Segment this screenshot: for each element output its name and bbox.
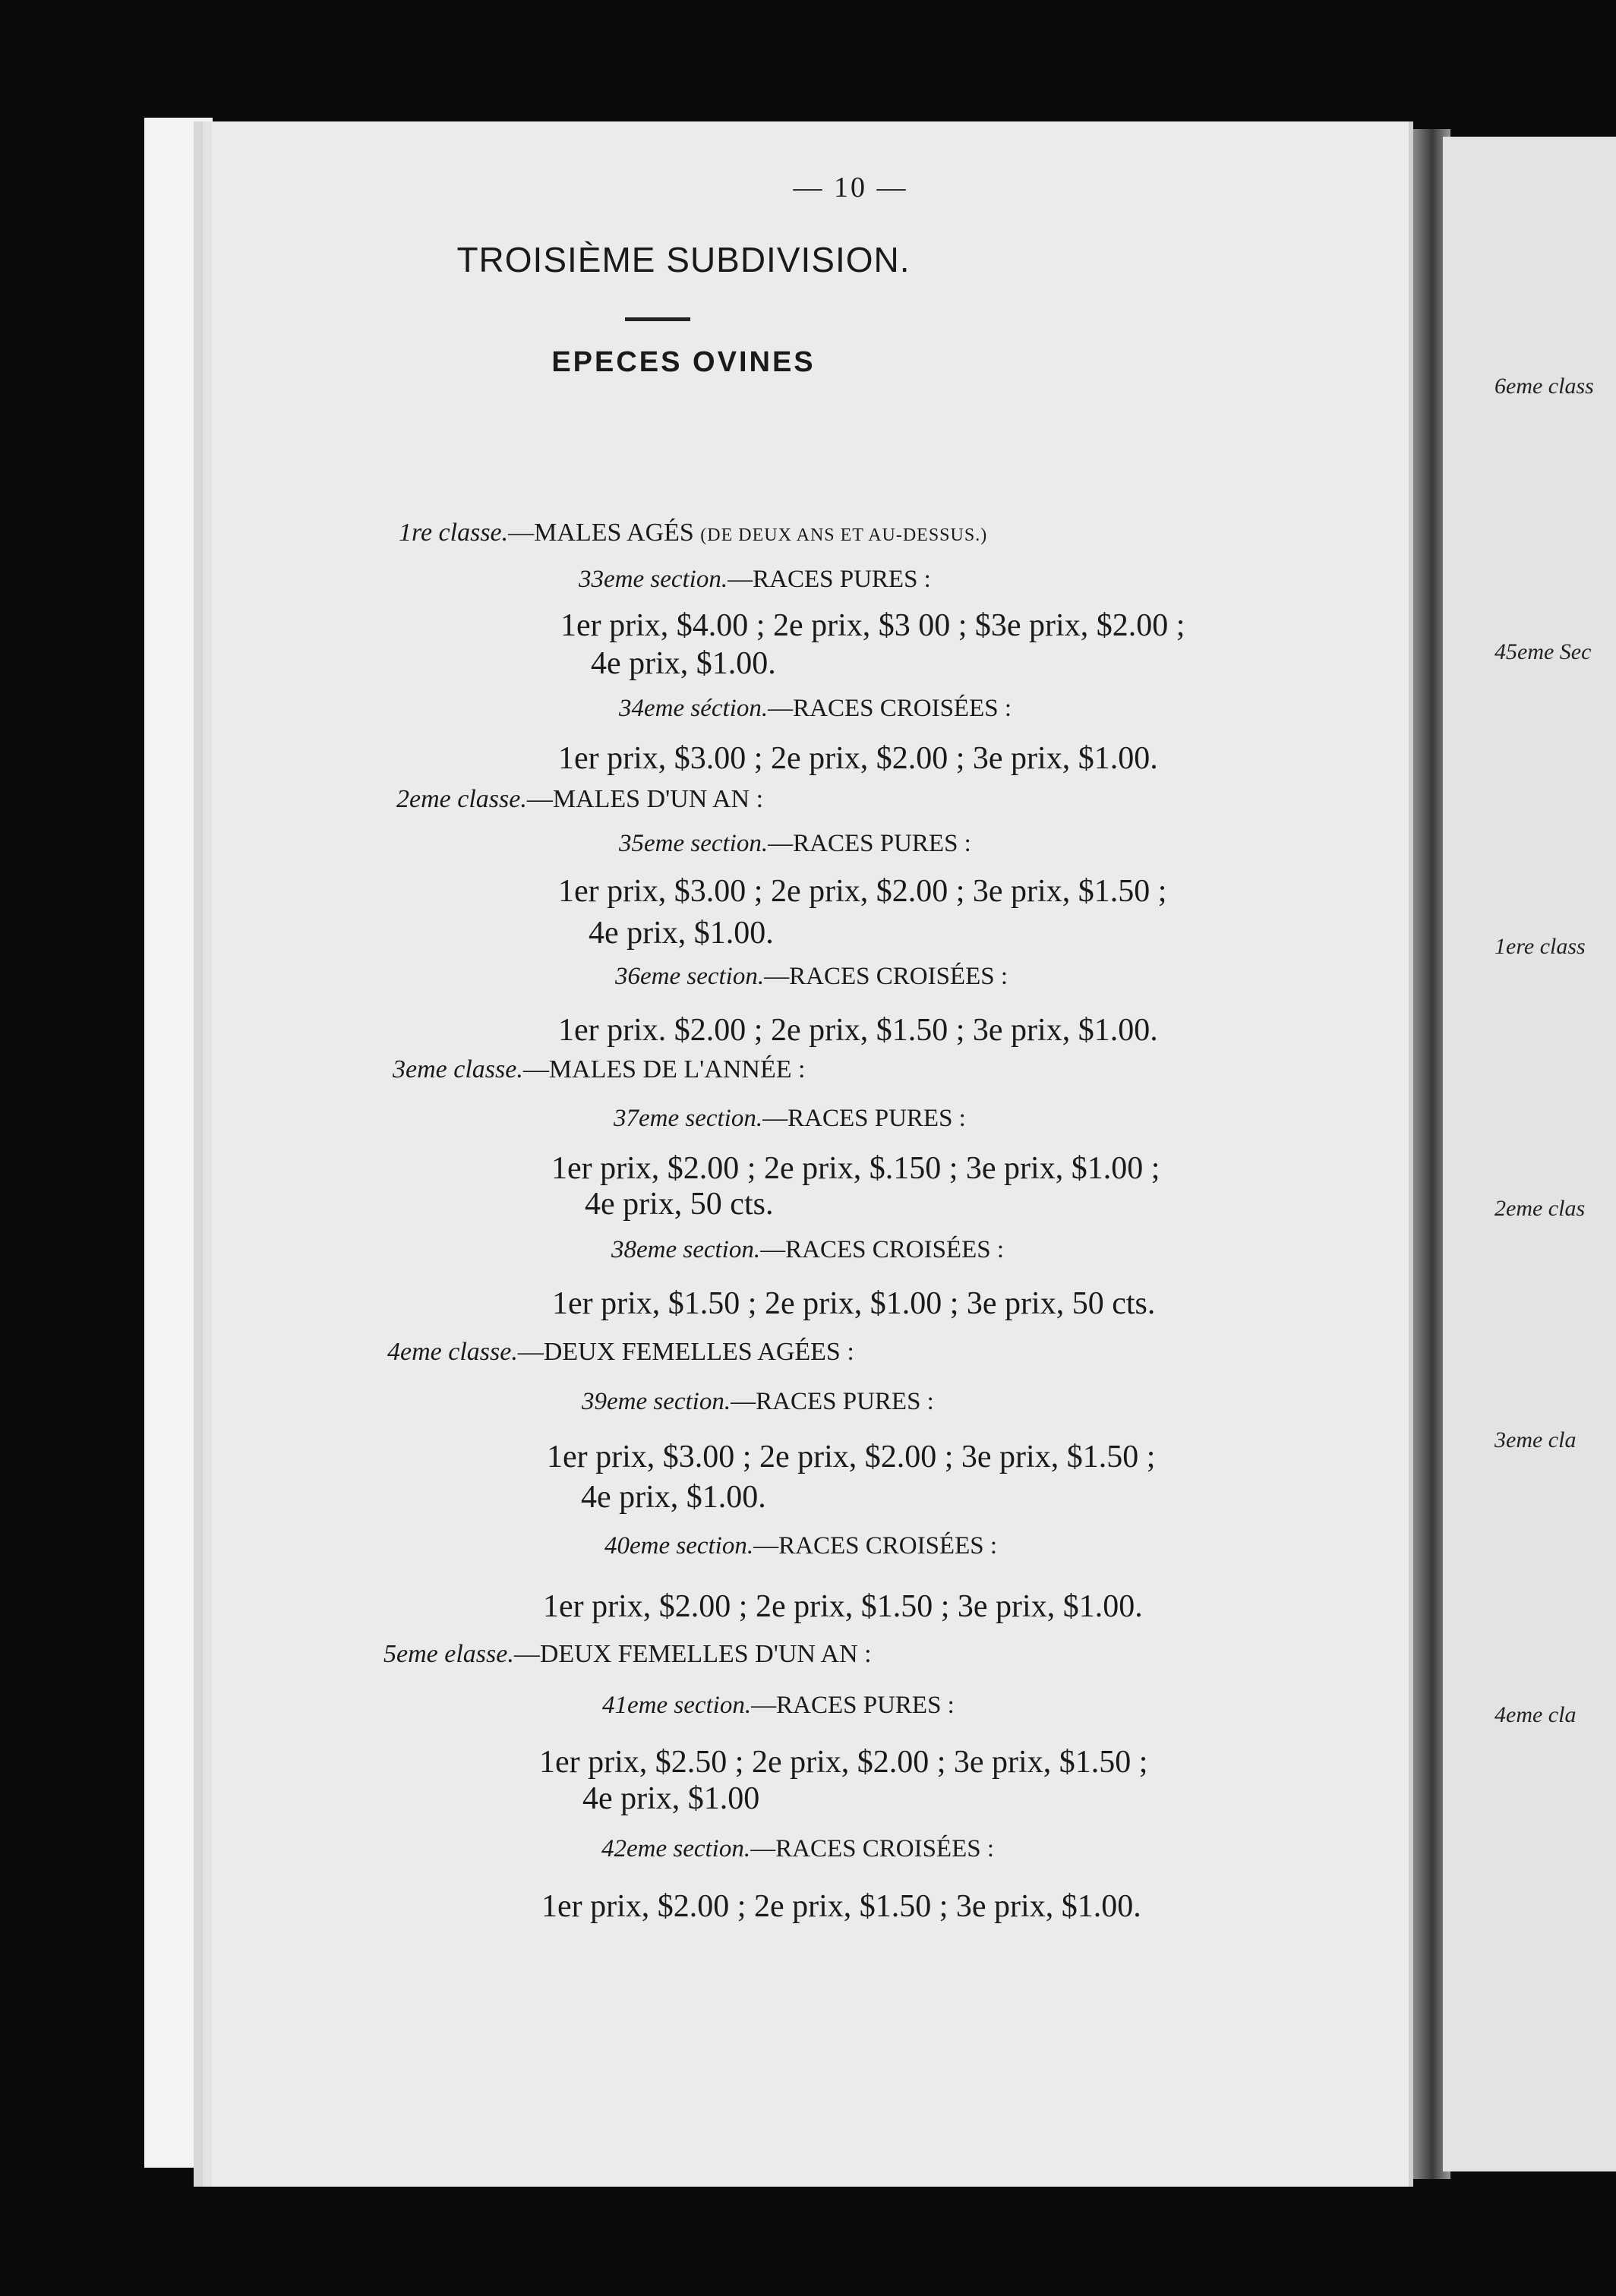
section-line xyxy=(604,1532,997,1560)
prize-line: 1er prix. $2.00 ; 2e prix, $1.50 ; 3e prix, $1.00. xyxy=(558,1013,1158,1048)
section-text: —RACES CROISÉES : xyxy=(768,695,1012,722)
prize-line: 4e prix, 50 cts. xyxy=(585,1187,774,1222)
classe-text: —DEUX FEMELLES D'UN AN : xyxy=(513,1640,872,1668)
section-label: 38eme section. xyxy=(611,1236,761,1263)
prize-line: 1er prix, $3.00 ; 2e prix, $2.00 ; 3e prix, $1.50 ; xyxy=(547,1440,1156,1474)
section-heading: EPECES OVINES xyxy=(551,346,816,378)
section-text: —RACES PURES : xyxy=(731,1388,934,1415)
prize-line: 1er prix, $2.00 ; 2e prix, $1.50 ; 3e prix, $1.00. xyxy=(541,1889,1141,1924)
section-label: 37eme section. xyxy=(614,1105,763,1132)
prize-line: 1er prix, $2.50 ; 2e prix, $2.00 ; 3e prix, $1.50 ; xyxy=(539,1745,1148,1780)
section-text: —RACES PURES : xyxy=(762,1105,966,1132)
classe-label: 5eme elasse. xyxy=(383,1640,514,1668)
section-text: —RACES CROISÉES : xyxy=(764,963,1008,990)
prize-line: 1er prix, $1.50 ; 2e prix, $1.00 ; 3e prix, 50 cts. xyxy=(552,1286,1156,1321)
prize-line: 1er prix, $2.00 ; 2e prix, $.150 ; 3e prix, $1.00 ; xyxy=(551,1151,1160,1186)
classe-label: 1re classe. xyxy=(399,519,509,547)
facing-page-line: 2eme clas xyxy=(1494,1196,1586,1221)
classe-line xyxy=(393,1055,805,1084)
section-text: —RACES PURES : xyxy=(768,830,971,857)
classe-text: —DEUX FEMELLES AGÉES : xyxy=(517,1338,854,1366)
classe-line xyxy=(387,1338,854,1367)
classe-note: (DE DEUX ANS ET AU-DESSUS.) xyxy=(700,525,988,545)
classe-text: —MALES DE L'ANNÉE : xyxy=(522,1055,806,1083)
classe-line xyxy=(396,785,763,814)
facing-page-line: 4eme cla xyxy=(1494,1702,1577,1727)
section-label: 41eme section. xyxy=(602,1692,752,1719)
section-label: 40eme section. xyxy=(604,1532,754,1560)
facing-page-line: 6eme class xyxy=(1494,374,1594,399)
classe-text: —MALES D'UN AN : xyxy=(526,785,764,813)
section-label: 34eme séction. xyxy=(619,695,769,722)
page-number: — 10 — xyxy=(793,172,908,203)
section-line xyxy=(582,1388,934,1416)
facing-page-line: 1ere class xyxy=(1494,934,1586,959)
section-label: 33eme section. xyxy=(579,566,728,593)
prize-line: 1er prix, $4.00 ; 2e prix, $3 00 ; $3e prix, $2.00 ; xyxy=(560,608,1185,643)
title-divider xyxy=(625,317,690,321)
classe-label: 4eme classe. xyxy=(387,1338,518,1366)
section-line xyxy=(615,963,1008,991)
section-label: 42eme section. xyxy=(601,1835,751,1862)
prize-line: 1er prix, $3.00 ; 2e prix, $2.00 ; 3e prix, $1.50 ; xyxy=(558,874,1167,909)
section-line xyxy=(619,695,1012,723)
page-title: TROISIÈME SUBDIVISION. xyxy=(456,240,911,279)
classe-label: 2eme classe. xyxy=(396,785,527,813)
prize-line: 4e prix, $1.00 xyxy=(582,1781,760,1816)
section-text: —RACES CROISÉES : xyxy=(760,1236,1005,1263)
section-line xyxy=(602,1692,955,1720)
section-label: 39eme section. xyxy=(582,1388,731,1415)
classe-line xyxy=(399,519,987,547)
section-line xyxy=(579,566,931,594)
section-line xyxy=(619,830,971,858)
section-line xyxy=(611,1236,1004,1264)
prize-line: 1er prix, $3.00 ; 2e prix, $2.00 ; 3e prix, $1.00. xyxy=(558,741,1158,776)
section-text: —RACES PURES : xyxy=(751,1692,955,1719)
section-text: —RACES CROISÉES : xyxy=(750,1835,995,1862)
section-label: 35eme section. xyxy=(619,830,769,857)
classe-text: —MALES AGÉS xyxy=(508,519,701,547)
prize-line: 4e prix, $1.00. xyxy=(591,646,776,681)
section-text: —RACES PURES : xyxy=(728,566,931,593)
classe-label: 3eme classe. xyxy=(393,1055,523,1083)
prize-line: 4e prix, $1.00. xyxy=(581,1480,766,1515)
facing-page-line: 45eme Sec xyxy=(1494,639,1592,664)
classe-line xyxy=(383,1640,872,1669)
prize-line: 1er prix, $2.00 ; 2e prix, $1.50 ; 3e prix, $1.00. xyxy=(543,1589,1143,1624)
facing-page-line: 3eme cla xyxy=(1494,1427,1577,1452)
section-line xyxy=(614,1105,966,1133)
section-text: —RACES CROISÉES : xyxy=(753,1532,998,1560)
section-label: 36eme section. xyxy=(615,963,765,990)
section-line xyxy=(601,1835,994,1863)
prize-line: 4e prix, $1.00. xyxy=(589,916,774,951)
